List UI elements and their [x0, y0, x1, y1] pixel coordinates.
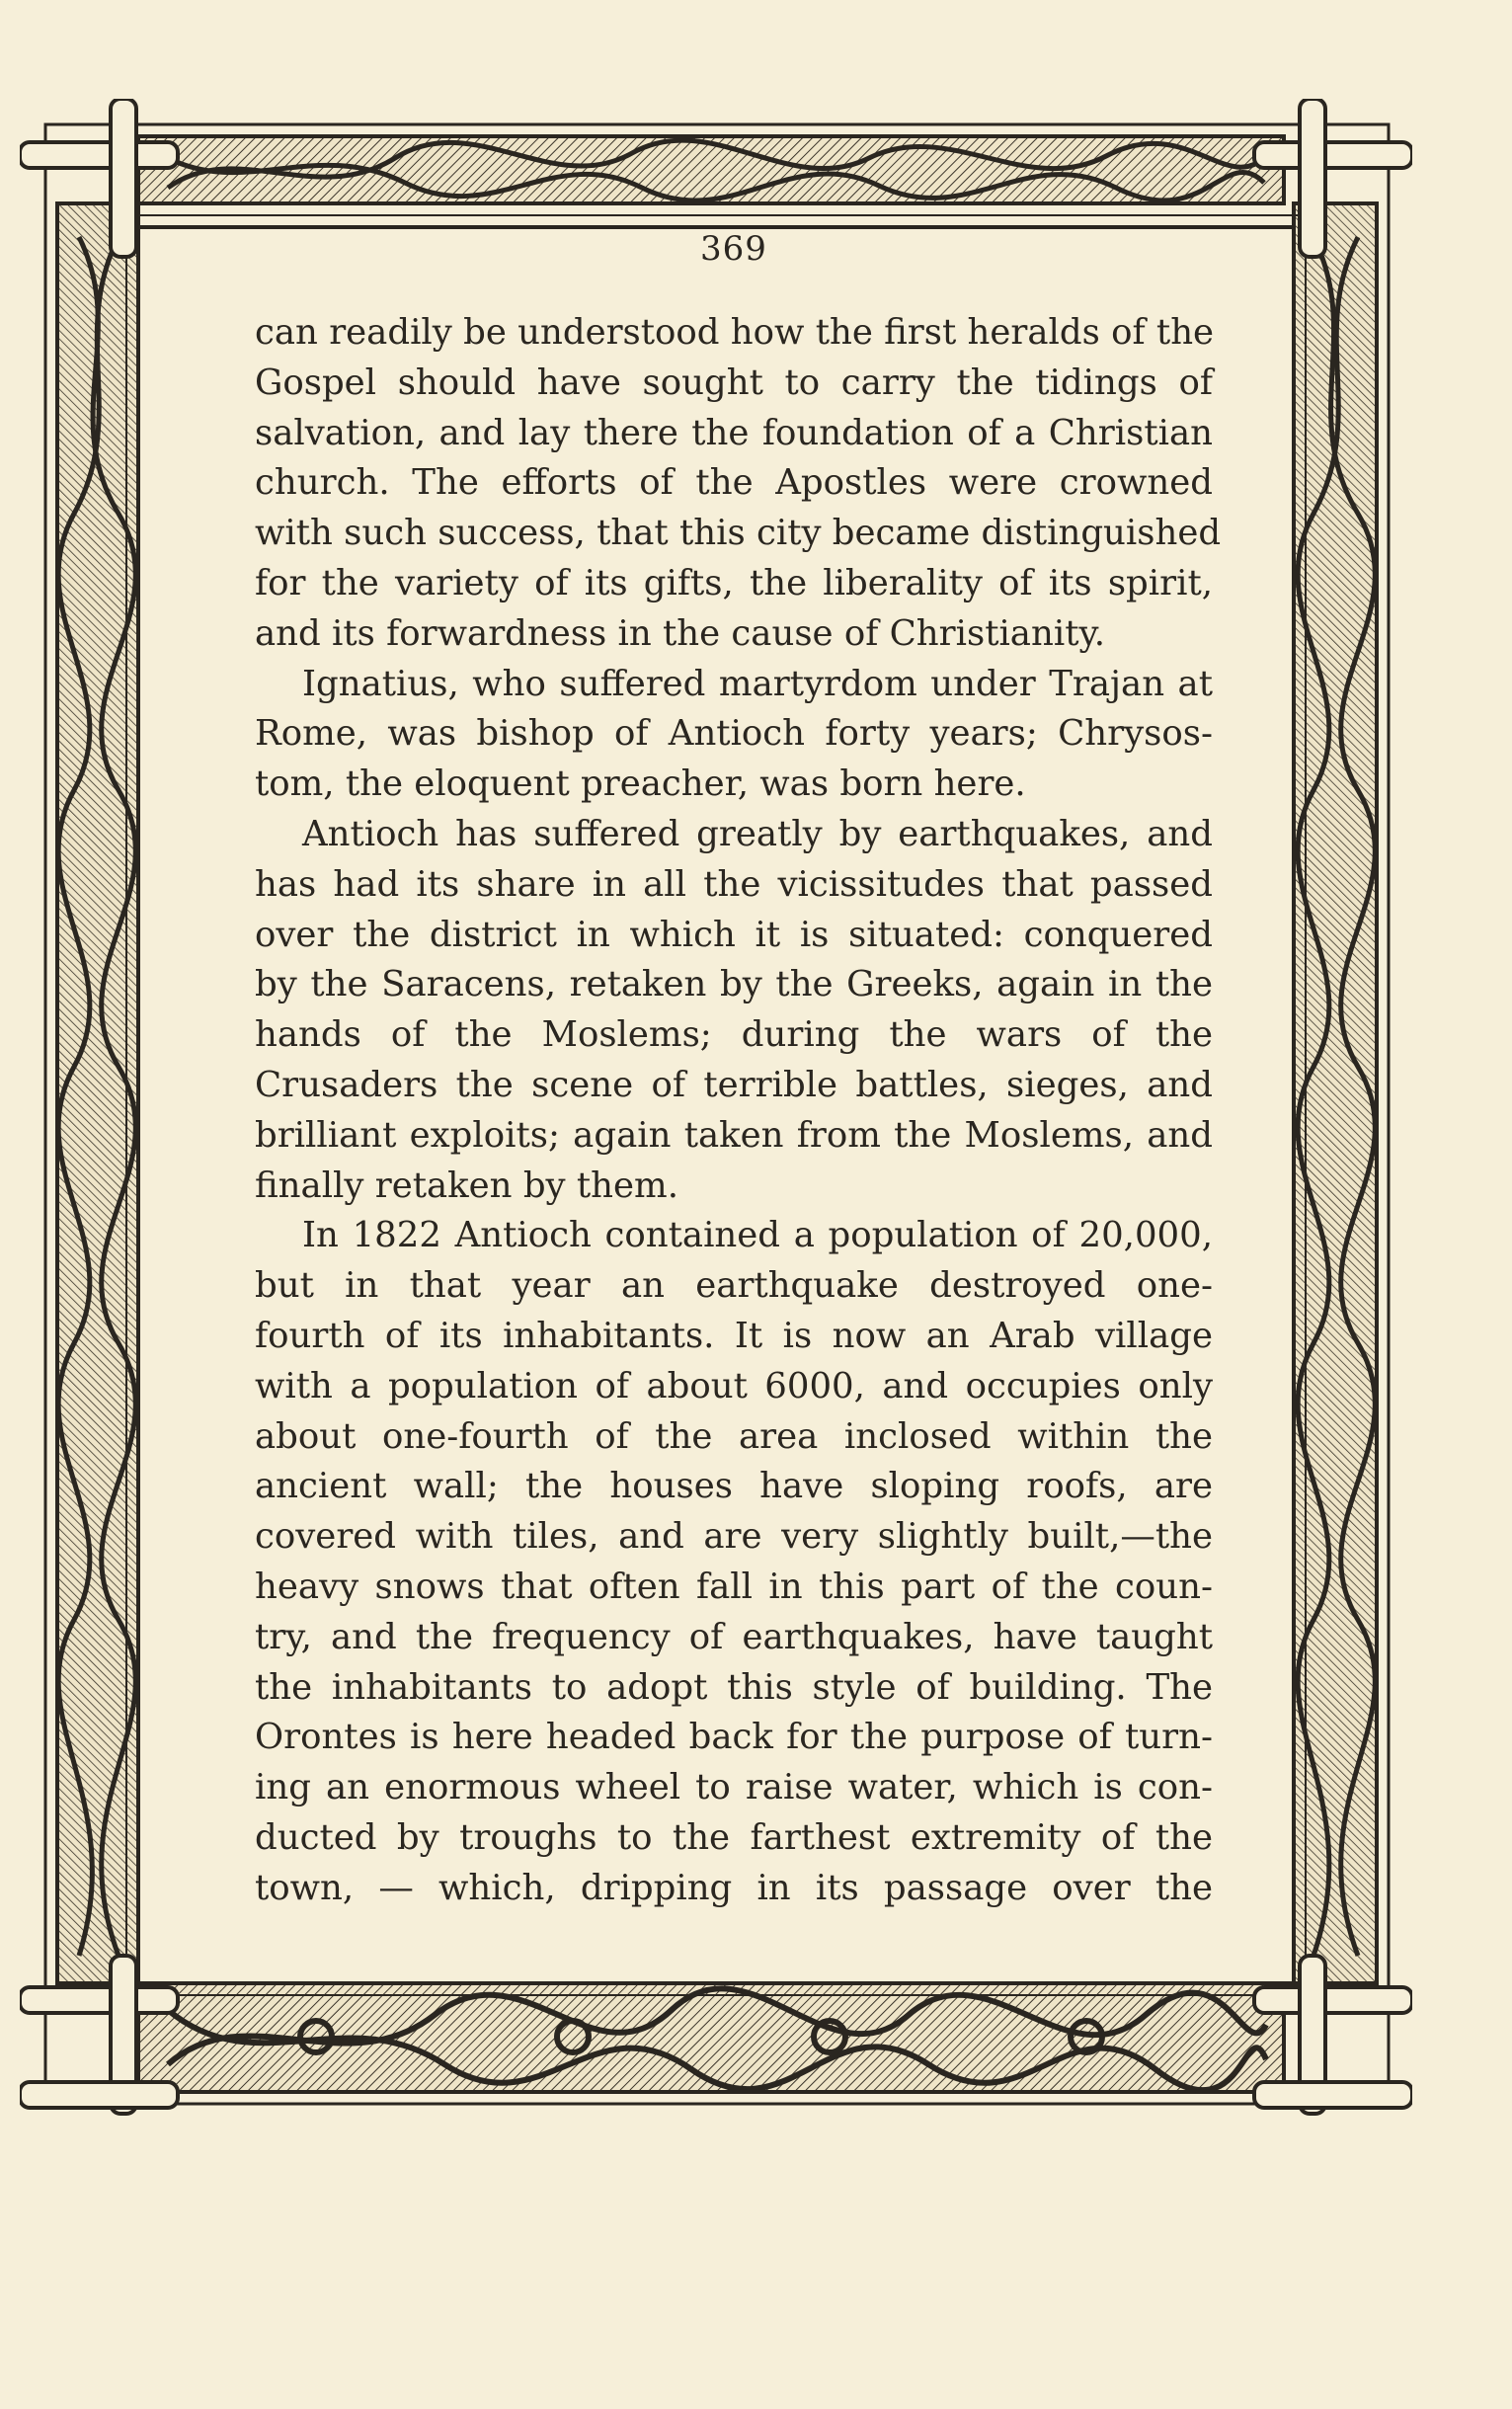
text-line: but in that year an earthquake destroyed one- — [255, 1265, 1213, 1307]
text-line: Rome, was bishop of Antioch forty years; Chrysos- — [255, 713, 1213, 755]
paragraph — [255, 810, 1213, 1211]
text-line: town, — which, dripping in its passage over the — [255, 1867, 1213, 1908]
text-line: finally retaken by them. — [255, 1164, 678, 1206]
page-number: 369 — [700, 229, 767, 269]
text-line: tom, the eloquent preacher, was born here. — [255, 763, 1026, 805]
text-line: try, and the frequency of earthquakes, have taught — [255, 1616, 1213, 1657]
text-line: about one-fourth of the area inclosed within the — [255, 1415, 1213, 1457]
text-line: Ignatius, who suffered martyrdom under Trajan at — [302, 663, 1213, 704]
text-line: salvation, and lay there the foundation of a Christian — [255, 412, 1213, 453]
text-line: fourth of its inhabitants. It is now an Arab village — [255, 1315, 1213, 1356]
text-line: ancient wall; the houses have sloping roofs, are — [255, 1466, 1213, 1507]
paragraph — [255, 308, 1222, 660]
paragraph — [255, 660, 1213, 810]
text-line: over the district in which it is situated: conquered — [255, 914, 1213, 955]
text-line: brilliant exploits; again taken from the Moslems, and — [255, 1114, 1213, 1156]
text-line: the inhabitants to adopt this style of building. The — [255, 1666, 1213, 1708]
text-line: covered with tiles, and are very slightly built,—the — [255, 1516, 1213, 1558]
text-line: with a population of about 6000, and occupies only — [255, 1365, 1213, 1406]
text-line: has had its share in all the vicissitudes that passed — [255, 863, 1213, 905]
text-line: Orontes is here headed back for the purpose of turn- — [255, 1717, 1213, 1758]
text-line: heavy snows that often fall in this part of the coun- — [255, 1566, 1213, 1607]
text-line: In 1822 Antioch contained a population of 20,000, — [302, 1215, 1213, 1256]
text-line: Gospel should have sought to carry the tidings of — [255, 361, 1213, 403]
text-line: church. The efforts of the Apostles were crowned — [255, 462, 1213, 504]
text-line: ducted by troughs to the farthest extremity of the — [255, 1816, 1213, 1858]
text-line: Antioch has suffered greatly by earthquakes, and — [302, 813, 1213, 854]
text-line: for the variety of its gifts, the liberality of its spirit, — [255, 562, 1213, 603]
text-line: by the Saracens, retaken by the Greeks, again in the — [255, 964, 1213, 1005]
text-line: with such success, that this city became distinguished — [255, 513, 1222, 554]
paragraph — [255, 1211, 1213, 1913]
text-line: can readily be understood how the first heralds of the — [255, 312, 1215, 353]
text-line: and its forwardness in the cause of Christianity. — [255, 612, 1106, 654]
text-line: hands of the Moslems; during the wars of the — [255, 1014, 1213, 1056]
text-line: Crusaders the scene of terrible battles, sieges, and — [255, 1064, 1213, 1105]
text-line: ing an enormous wheel to raise water, which is con- — [255, 1767, 1213, 1808]
